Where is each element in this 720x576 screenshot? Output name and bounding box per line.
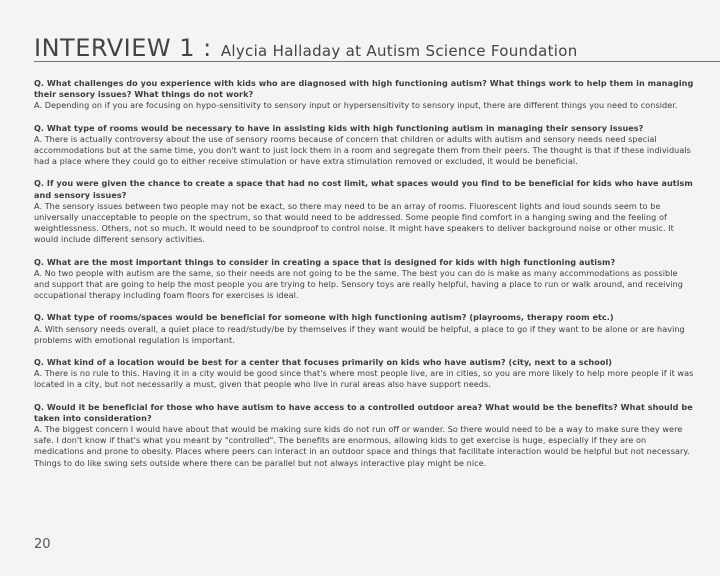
qa-block [34,402,694,469]
qa-block [34,123,694,168]
question: Q. What kind of a location would be best for a center that focuses primarily on kids who have autism? (city, next to a school) [34,357,613,368]
question: Q. What type of rooms would be necessary to have in assisting kids with high functioning autism in managing their sensory issues? [34,122,644,133]
question: Q. What challenges do you experience with kids who are diagnosed with high functioning autism? What things work to help them in managing their sensory issues? What things do not work? [34,78,694,100]
interview-label: INTERVIEW 1 : [34,34,212,62]
qa-block [34,357,694,391]
answer: A. The sensory issues between two people may not be exact, so there may need to be an array of rooms. Fluorescent lights and loud sounds seem to be universally unacceptable to people on the spectrum, so that would need to be addressed. Some people find comfort in a hanging swing and the feeling of weightlessness. Others, not so much. It would need to be soundproof to control noise. It might have speakers to deliver background noise or other music. It would include different sensory activities. [34,200,674,245]
interview-header [34,34,578,62]
header-divider [34,61,720,62]
answer: A. The biggest concern I would have about that would be making sure kids do not run off or wander. So there would need to be a way to make sure they were safe. I don't know if that's what you meant by "controlled". The benefits are enormous, allowing kids to get exercise is huge, especially if they are on medications and prone to obesity. Places where peers can interact in an outdoor space and things that facilitate interaction would be helpful but not necessary. Things to do like swing sets outside where there can be parallel but not always interactive play might be nice. [34,424,690,468]
interviewee-subtitle: Alycia Halladay at Autism Science Foundation [220,42,578,60]
question: Q. What are the most important things to consider in creating a space that is designed for kids with high functioning autism? [34,256,616,267]
answer: A. There is actually controversy about the use of sensory rooms because of concern that children or adults with autism and sensory needs need special accommodations but at the same time, you don't want to just lock them in a room and segregate them from their peers. The thought is that if these individuals had a place where they could go to either receive stimulation or have extra stimulation removed or excluded, it would be beneficial. [34,133,691,167]
answer: A. No two people with autism are the same, so their needs are not going to be the same. The best you can do is make as many accommodations as possible and support that are going to help the most people you are trying to help. Sensory toys are really helpful, having a place to run or walk around, and receiving occupational therapy including foam floors for exercises is ideal. [34,267,683,301]
qa-block [34,78,694,112]
answer: A. Depending on if you are focusing on hypo-sensitivity to sensory input or hypersensitivity to sensory input, there are different things you need to consider. [34,100,678,111]
qa-block [34,178,694,245]
answer: A. With sensory needs overall, a quiet place to read/study/be by themselves if they want would be helpful, a place to go if they want to be alone or are having problems with emotional regulation is important. [34,323,685,345]
question: Q. What type of rooms/spaces would be beneficial for someone with high functioning autism? (playrooms, therapy room etc.) [34,312,614,323]
qa-block [34,312,694,346]
question: Q. If you were given the chance to create a space that had no cost limit, what spaces would you find to be beneficial for kids who have autism and sensory issues? [34,178,693,200]
page-number: 20 [34,537,51,552]
answer: A. There is no rule to this. Having it in a city would be good since that's where most people live, are in cities, so you are more likely to help more people if it was located in a city, but not necessarily a must, given that people who live in rural areas also have support needs. [34,368,694,390]
interview-content [34,78,694,480]
question: Q. Would it be beneficial for those who have autism to have access to a controlled outdoor area? What would be the benefits? What should be taken into consideration? [34,401,693,423]
qa-block [34,257,694,302]
